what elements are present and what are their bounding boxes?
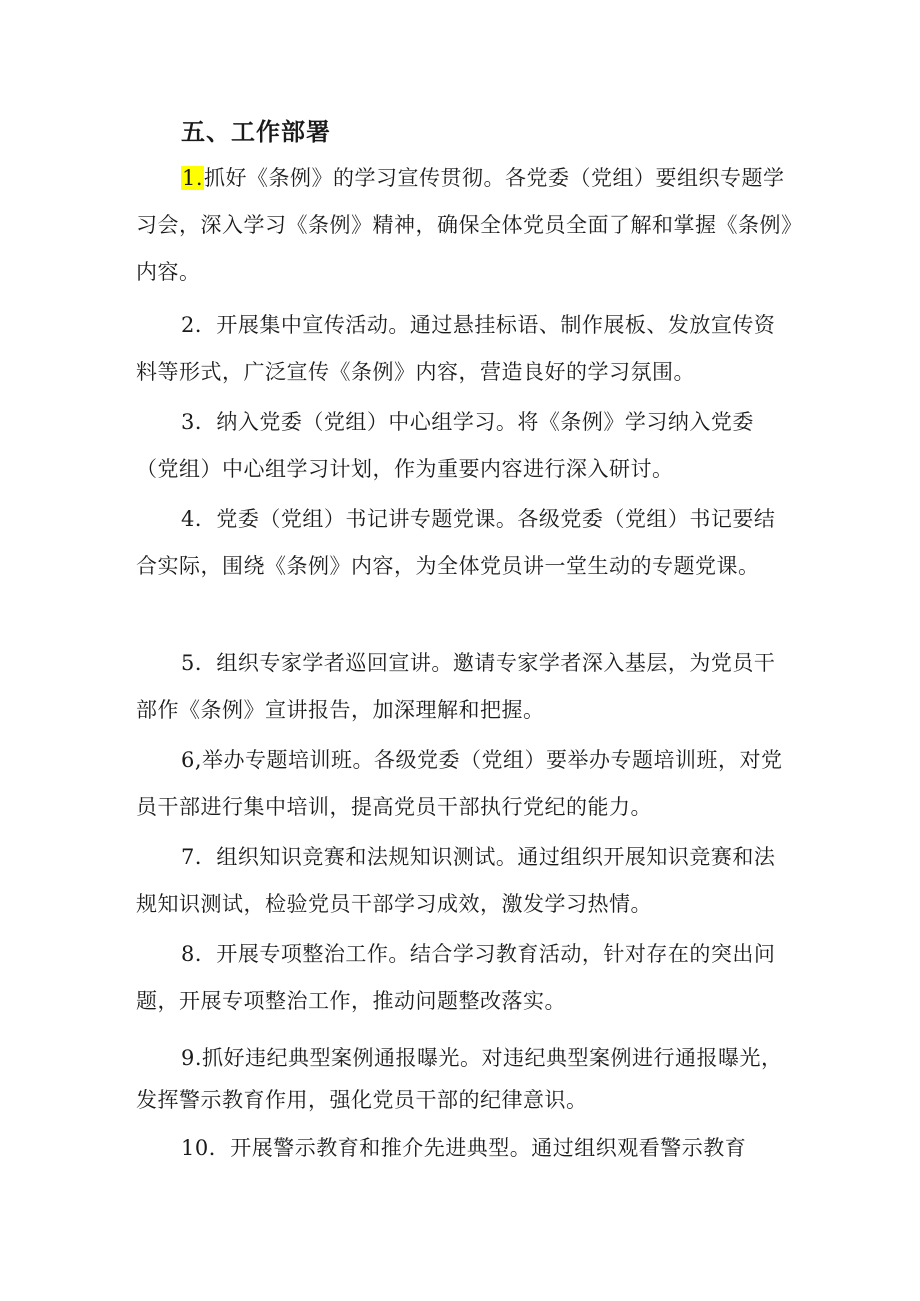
item-number: 6, <box>181 748 203 772</box>
item-number: 3． <box>181 410 217 434</box>
list-item-7 <box>136 834 796 928</box>
list-item-3 <box>136 399 796 493</box>
list-item-8 <box>136 931 796 1025</box>
list-item-6 <box>136 737 796 831</box>
item-text: 组织专家学者巡回宣讲。邀请专家学者深入基层，为党员干部作《条例》宣讲报告，加深理解和把握。 <box>136 651 776 722</box>
item-number: 2． <box>181 313 217 337</box>
item-number: 10． <box>181 1136 231 1160</box>
item-number: 8． <box>181 942 217 966</box>
item-text: 抓好违纪典型案例通报曝光。对违纪典型案例进行通报曝光，发挥警示教育作用，强化党员干部的纪律意识。 <box>136 1046 783 1112</box>
item-text: 纳入党委（党组）中心组学习。将《条例》学习纳入党委（党组）中心组学习计划，作为重要内容进行深入研讨。 <box>136 410 754 481</box>
item-text: 抓好《条例》的学习宣传贯彻。各党委（党组）要组织专题学习会，深入学习《条例》精神，确保全体党员全面了解和掌握《条例》内容。 <box>136 166 792 284</box>
list-item-10 <box>136 1125 796 1172</box>
item-text: 开展集中宣传活动。通过悬挂标语、制作展板、发放宣传资料等形式，广泛宣传《条例》内容，营造良好的学习氛围。 <box>136 313 776 384</box>
item-text: 组织知识竞赛和法规知识测试。通过组织开展知识竞赛和法规知识测试，检验党员干部学习成效，激发学习热情。 <box>136 845 776 916</box>
item-number: 9. <box>181 1046 203 1070</box>
item-number: 7． <box>181 845 217 869</box>
item-number: 4． <box>181 507 217 531</box>
list-item-2 <box>136 302 796 396</box>
item-number: 5． <box>181 651 217 675</box>
item-text: 举办专题培训班。各级党委（党组）要举办专题培训班，对党员干部进行集中培训，提高党员干部执行党纪的能力。 <box>136 748 783 819</box>
item-text: 开展专项整治工作。结合学习教育活动，针对存在的突出问题，开展专项整治工作，推动问题整改落实。 <box>136 942 776 1013</box>
item-text: 开展警示教育和推介先进典型。通过组织观看警示教育 <box>230 1136 747 1160</box>
list-item-5 <box>136 640 796 734</box>
list-item-9 <box>136 1037 796 1121</box>
item-number-highlighted: 1. <box>182 166 204 190</box>
section-heading: 五、工作部署 <box>181 118 331 146</box>
list-item-1 <box>136 155 796 296</box>
list-item-4 <box>136 496 796 590</box>
item-text: 党委（党组）书记讲专题党课。各级党委（党组）书记要结合实际，围绕《条例》内容，为全体党员讲一堂生动的专题党课。 <box>136 507 776 578</box>
